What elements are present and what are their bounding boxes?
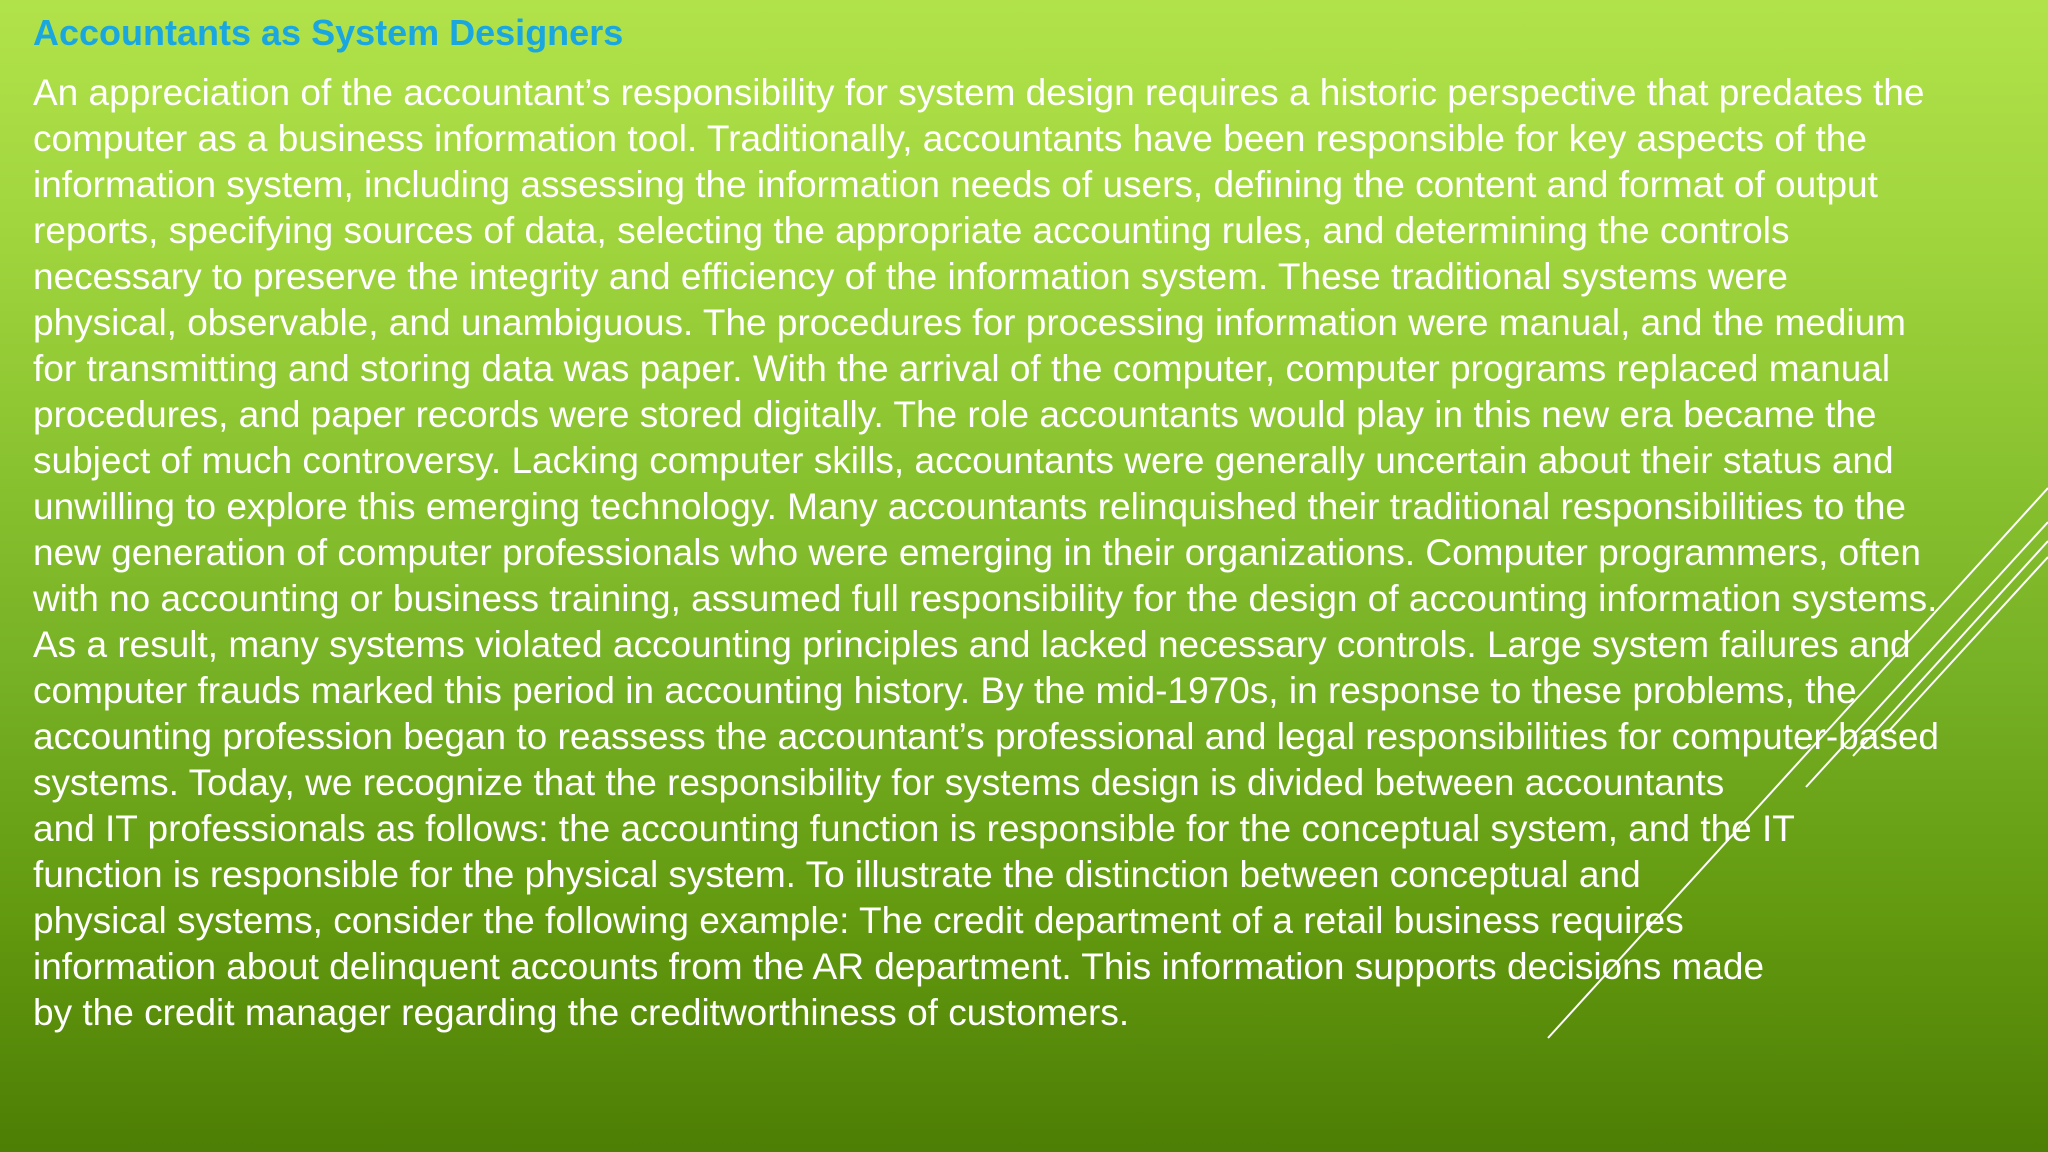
body-line: physical, observable, and unambiguous. The procedures for processing information were manual, and the medium [33, 302, 1906, 343]
slide-title: Accountants as System Designers [33, 12, 624, 53]
body-line: necessary to preserve the integrity and efficiency of the information system. These traditional systems were [33, 256, 1788, 297]
body-line: function is responsible for the physical system. To illustrate the distinction between conceptual and [33, 854, 1641, 895]
body-line: An appreciation of the accountant’s responsibility for system design requires a historic perspective that predates the [33, 72, 1925, 113]
body-line: systems. Today, we recognize that the responsibility for systems design is divided between accountants [33, 762, 1725, 803]
body-line: information system, including assessing the information needs of users, defining the content and format of output [33, 164, 1878, 205]
decorative-line [1548, 488, 2048, 1038]
body-line: computer as a business information tool. Traditionally, accountants have been responsible for key aspects of the [33, 118, 1867, 159]
body-line: with no accounting or business training, assumed full responsibility for the design of accounting information systems. [33, 578, 1938, 619]
decorative-line [1806, 522, 2048, 787]
decorative-line [1887, 557, 2048, 733]
body-line: and IT professionals as follows: the accounting function is responsible for the conceptual system, and the IT [33, 808, 1795, 849]
body-line: information about delinquent accounts from the AR department. This information supports decisions made [33, 946, 1765, 987]
body-line: reports, specifying sources of data, selecting the appropriate accounting rules, and determining the controls [33, 210, 1790, 251]
body-line: physical systems, consider the following example: The credit department of a retail business requires [33, 900, 1684, 941]
body-line: unwilling to explore this emerging technology. Many accountants relinquished their traditional responsibilities to the [33, 486, 1906, 527]
body-line: by the credit manager regarding the creditworthiness of customers. [33, 992, 1130, 1033]
body-line: computer frauds marked this period in accounting history. By the mid-1970s, in response to these problems, the [33, 670, 1857, 711]
body-line: accounting profession began to reassess the accountant’s professional and legal responsibilities for computer-based [33, 716, 1939, 757]
body-line: procedures, and paper records were stored digitally. The role accountants would play in this new era became the [33, 394, 1877, 435]
body-line: new generation of computer professionals who were emerging in their organizations. Computer programmers, often [33, 532, 1921, 573]
body-line: for transmitting and storing data was paper. With the arrival of the computer, computer programs replaced manual [33, 348, 1891, 389]
body-line: As a result, many systems violated accounting principles and lacked necessary controls. Large system failures and [33, 624, 1911, 665]
decorative-line [1853, 541, 2048, 756]
body-line: subject of much controversy. Lacking computer skills, accountants were generally uncertain about their status and [33, 440, 1894, 481]
